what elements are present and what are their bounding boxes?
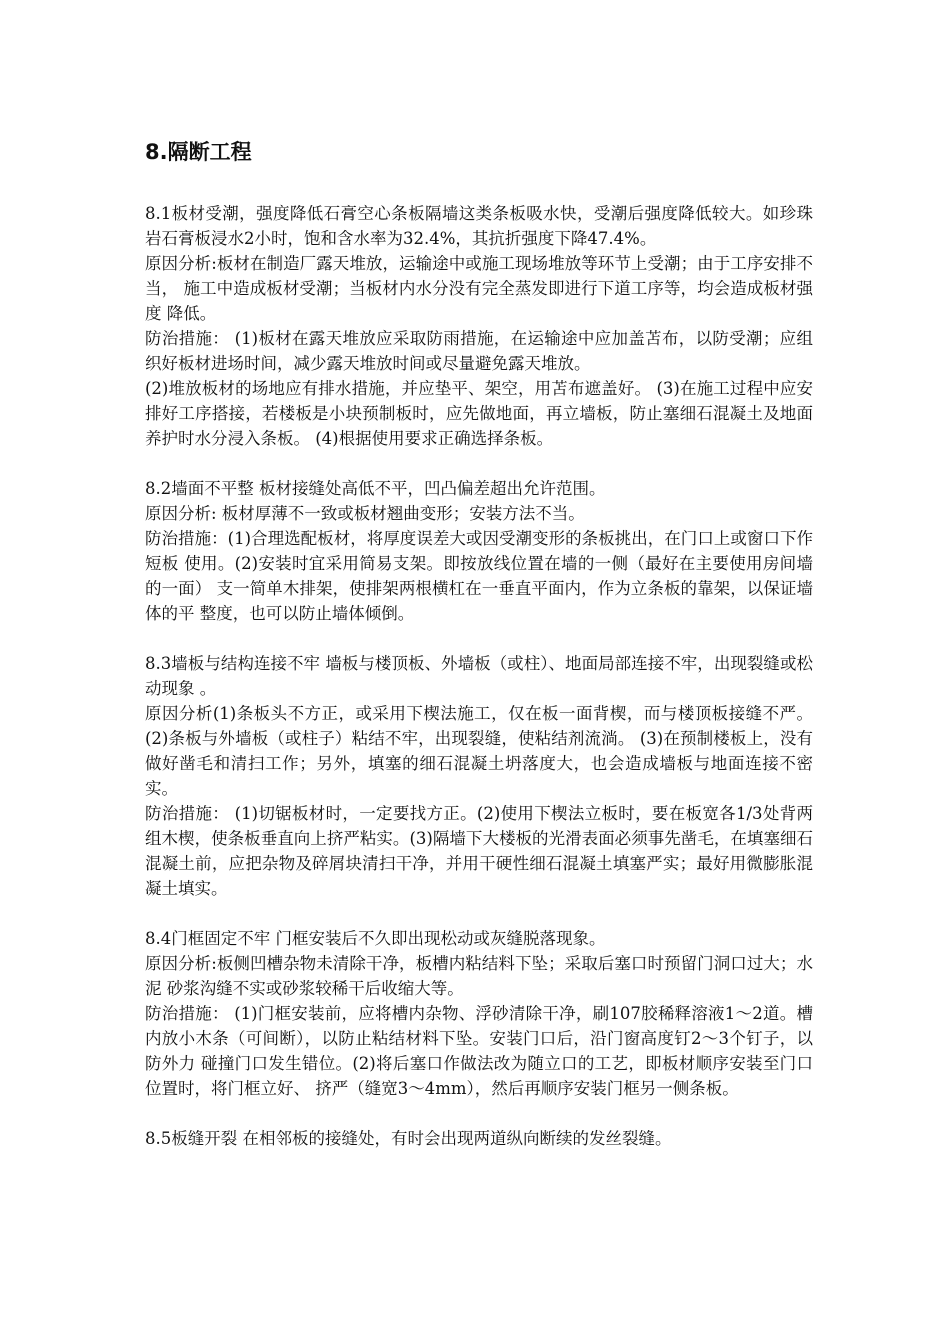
section-8-5 (145, 1126, 813, 1151)
paragraph-8-1-intro: 8.1板材受潮，强度降低石膏空心条板隔墙这类条板吸水快，受潮后强度降低较大。如珍珠岩石膏板浸水2小时，饱和含水率为32.4%，其抗折强度下降47.4%。 (145, 204, 813, 248)
paragraph-8-3-intro: 8.3墙板与结构连接不牢 墙板与楼顶板、外墙板（或柱）、地面局部连接不牢，出现裂缝或松动现象 。 (145, 654, 813, 698)
paragraph-8-1-measures-cont: (2)堆放板材的场地应有排水措施，并应垫平、架空，用苫布遮盖好。 (3)在施工过程中应安排好工序搭接，若楼板是小块预制板时，应先做地面，再立墙板，防止塞细石混凝土及地面养护时水分浸入条板。 (4)根据使用要求正确选择条板。 (145, 379, 813, 448)
section-8-4 (145, 926, 813, 1101)
section-8-3 (145, 651, 819, 901)
section-heading: 8.隔断工程 (145, 140, 252, 164)
paragraph-8-2-measures: 防治措施：(1)合理选配板材，将厚度误差大或因受潮变形的条板挑出，在门口上或窗口下作短板 使用。(2)安装时宜采用简易支架。即按放线位置在墙的一侧（最好在主要使用房间墙的一面） 支一简单木排架，使排架两根横杠在一垂直平面内，作为立条板的靠架，以保证墙体的平 整度，也可以防止墙体倾倒。 (145, 529, 813, 623)
paragraph-8-4-cause: 原因分析:板侧凹槽杂物未清除干净，板槽内粘结料下坠；采取后塞口时预留门洞口过大；水泥 砂浆沟缝不实或砂浆较稀干后收缩大等。 (145, 954, 813, 998)
paragraph-8-1-cause: 原因分析:板材在制造厂露天堆放，运输途中或施工现场堆放等环节上受潮；由于工序安排不当， 施工中造成板材受潮；当板材内水分没有完全蒸发即进行下道工序等，均会造成板材强度 降低。 (145, 254, 813, 323)
paragraph-8-5-intro: 8.5板缝开裂 在相邻板的接缝处，有时会出现两道纵向断续的发丝裂缝。 (145, 1129, 672, 1148)
document-body (145, 201, 819, 1151)
paragraph-8-1-measures: 防治措施： (1)板材在露天堆放应采取防雨措施，在运输途中应加盖苫布，以防受潮；应组织好板材进场时间，减少露天堆放时间或尽量避免露天堆放。 (145, 329, 813, 373)
paragraph-8-2-intro: 8.2墙面不平整 板材接缝处高低不平，凹凸偏差超出允许范围。 (145, 479, 606, 498)
paragraph-8-3-measures: 防治措施： (1)切锯板材时，一定要找方正。(2)使用下楔法立板时，要在板宽各1/3处背两组木楔，使条板垂直向上挤严粘实。(3)隔墙下大楼板的光滑表面必须事先凿毛，在填塞细石混凝土前，应把杂物及碎屑块清扫干净，并用干硬性细石混凝土填塞严实；最好用微膨胀混凝土填实。 (145, 804, 813, 898)
paragraph-8-2-cause: 原因分析: 板材厚薄不一致或板材翘曲变形；安装方法不当。 (145, 504, 585, 523)
paragraph-8-3-cause: 原因分析(1)条板头不方正，或采用下楔法施工，仅在板一面背楔，而与楼顶板接缝不严。 (2)条板与外墙板（或柱子）粘结不牢，出现裂缝，使粘结剂流淌。 (3)在预制楼板上，没有做好凿毛和清扫工作；另外，填塞的细石混凝土坍落度大，也会造成墙板与地面连接不密实。 (145, 704, 819, 798)
paragraph-8-4-measures: 防治措施： (1)门框安装前，应将槽内杂物、浮砂清除干净，刷107胶稀释溶液1～2道。槽内放小木条（可间断），以防止粘结材料下坠。安装门口后，沿门窗高度钉2～3个钉子，以防外力 碰撞门口发生错位。(2)将后塞口作做法改为随立口的工艺，即板材顺序安装至门口位置时，将门框立好、 挤严（缝宽3～4mm），然后再顺序安装门框另一侧条板。 (145, 1004, 813, 1098)
section-8-1 (145, 201, 813, 451)
paragraph-8-4-intro: 8.4门框固定不牢 门框安装后不久即出现松动或灰缝脱落现象。 (145, 929, 606, 948)
section-8-2 (145, 476, 813, 626)
